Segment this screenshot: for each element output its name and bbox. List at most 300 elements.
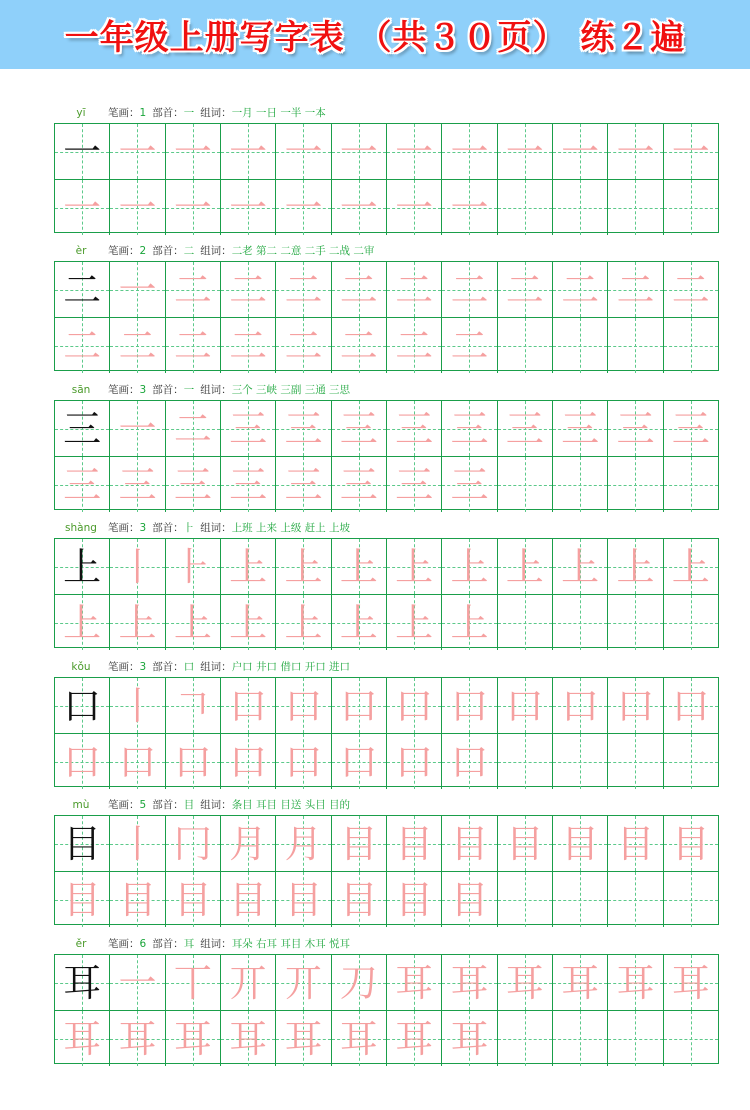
writing-cell[interactable] (441, 180, 496, 235)
writing-cell[interactable] (109, 180, 164, 235)
writing-cell[interactable] (275, 401, 330, 456)
writing-cell[interactable] (109, 124, 164, 179)
tian-grid (54, 538, 719, 648)
model-character: 上 (63, 544, 102, 589)
trace-character: 二 (339, 323, 378, 368)
writing-cell[interactable] (165, 595, 220, 650)
trace-character: 冂 (173, 821, 212, 866)
trace-character: 耳 (561, 960, 600, 1005)
writing-cell[interactable] (552, 180, 607, 235)
writing-cell[interactable] (552, 401, 607, 456)
writing-cell[interactable] (663, 539, 718, 594)
trace-character: 二 (173, 406, 212, 451)
writing-cell[interactable] (109, 401, 164, 456)
writing-cell[interactable] (220, 816, 275, 871)
writing-cell[interactable] (497, 595, 552, 650)
grid-row (55, 262, 718, 317)
writing-cell[interactable] (109, 539, 164, 594)
writing-cell[interactable] (165, 955, 220, 1010)
trace-character: 一 (450, 185, 489, 230)
writing-cell[interactable] (275, 816, 330, 871)
writing-cell[interactable] (607, 678, 662, 733)
writing-cell[interactable] (109, 318, 164, 373)
writing-cell[interactable] (386, 595, 441, 650)
words-label: 组词： (200, 245, 232, 257)
writing-cell[interactable] (497, 180, 552, 235)
writing-cell[interactable] (552, 262, 607, 317)
writing-cell[interactable] (331, 816, 386, 871)
writing-cell[interactable] (663, 734, 718, 789)
writing-cell[interactable] (165, 457, 220, 512)
pinyin: mù (72, 799, 90, 811)
writing-cell[interactable] (552, 955, 607, 1010)
writing-cell[interactable] (607, 1011, 662, 1066)
character-info (54, 521, 356, 535)
trace-character: 口 (505, 683, 544, 728)
trace-character: 一 (395, 185, 434, 230)
writing-cell[interactable] (275, 1011, 330, 1066)
writing-cell[interactable] (441, 318, 496, 373)
writing-cell[interactable] (497, 678, 552, 733)
writing-cell[interactable] (165, 1011, 220, 1066)
writing-cell[interactable] (165, 401, 220, 456)
writing-cell[interactable] (441, 678, 496, 733)
writing-cell[interactable] (275, 734, 330, 789)
trace-character: 目 (395, 821, 434, 866)
writing-cell[interactable] (109, 955, 164, 1010)
radical: ⺊ (183, 522, 195, 534)
writing-cell[interactable] (441, 872, 496, 927)
trace-character: 三 (284, 462, 323, 507)
writing-cell[interactable] (331, 124, 386, 179)
radical-label: 部首： (152, 799, 184, 811)
writing-cell[interactable] (441, 734, 496, 789)
trace-character: 口 (395, 683, 434, 728)
trace-character: 一 (118, 129, 157, 174)
page-title: 一年级上册写字表 （共３０页） 练２遍 (64, 18, 686, 58)
trace-character: 丌 (229, 960, 268, 1005)
writing-cell[interactable] (386, 401, 441, 456)
radical: 目 (183, 799, 195, 811)
writing-cell[interactable] (386, 955, 441, 1010)
radical-label: 部首： (152, 384, 184, 396)
writing-cell[interactable] (552, 816, 607, 871)
writing-cell[interactable] (331, 955, 386, 1010)
writing-cell[interactable] (55, 124, 109, 179)
stroke-count: 2 (139, 245, 147, 257)
trace-character: 三 (395, 406, 434, 451)
writing-cell[interactable] (663, 955, 718, 1010)
trace-character: 一 (616, 129, 655, 174)
trace-character: 三 (671, 406, 710, 451)
writing-cell[interactable] (663, 595, 718, 650)
trace-character: 二 (339, 267, 378, 312)
writing-cell[interactable] (220, 539, 275, 594)
writing-cell[interactable] (386, 539, 441, 594)
radical: 耳 (183, 938, 195, 950)
writing-cell[interactable] (386, 872, 441, 927)
writing-cell[interactable] (220, 401, 275, 456)
words: 户口 井口 借口 开口 进口 (231, 661, 351, 673)
trace-character: 二 (284, 323, 323, 368)
writing-cell[interactable] (663, 1011, 718, 1066)
trace-character: 口 (450, 739, 489, 784)
writing-cell[interactable] (331, 318, 386, 373)
trace-character: 三 (561, 406, 600, 451)
trace-character: 一 (339, 129, 378, 174)
writing-cell[interactable] (165, 262, 220, 317)
words: 上班 上来 上级 赶上 上坡 (231, 522, 351, 534)
character-info (54, 660, 356, 674)
writing-cell[interactable] (220, 1011, 275, 1066)
writing-cell[interactable] (497, 539, 552, 594)
writing-cell[interactable] (552, 872, 607, 927)
writing-cell[interactable] (165, 872, 220, 927)
trace-character: ⺊ (173, 544, 212, 589)
writing-cell[interactable] (275, 262, 330, 317)
writing-cell[interactable] (441, 955, 496, 1010)
trace-character: 目 (284, 877, 323, 922)
trace-character: 三 (229, 406, 268, 451)
writing-cell[interactable] (331, 539, 386, 594)
writing-cell[interactable] (55, 816, 109, 871)
writing-cell[interactable] (441, 457, 496, 512)
writing-cell[interactable] (386, 318, 441, 373)
trace-character: 丨 (118, 683, 157, 728)
writing-cell[interactable] (109, 457, 164, 512)
trace-character: 二 (671, 267, 710, 312)
writing-cell[interactable] (275, 457, 330, 512)
writing-cell[interactable] (441, 595, 496, 650)
writing-cell[interactable] (386, 734, 441, 789)
title-banner (0, 0, 750, 69)
writing-cell[interactable] (663, 678, 718, 733)
writing-cell[interactable] (220, 124, 275, 179)
trace-character: 上 (63, 600, 102, 645)
writing-cell[interactable] (552, 124, 607, 179)
writing-cell[interactable] (663, 124, 718, 179)
model-character: 目 (63, 821, 102, 866)
writing-cell[interactable] (55, 1011, 109, 1066)
writing-cell[interactable] (331, 262, 386, 317)
writing-cell[interactable] (497, 124, 552, 179)
writing-cell[interactable] (55, 872, 109, 927)
writing-cell[interactable] (607, 318, 662, 373)
writing-cell[interactable] (331, 401, 386, 456)
trace-character: 口 (450, 683, 489, 728)
writing-cell[interactable] (663, 457, 718, 512)
writing-cell[interactable] (220, 595, 275, 650)
writing-cell[interactable] (663, 262, 718, 317)
words-label: 组词： (200, 384, 232, 396)
writing-cell[interactable] (607, 539, 662, 594)
grid-row (55, 179, 718, 235)
writing-cell[interactable] (497, 401, 552, 456)
writing-cell[interactable] (331, 457, 386, 512)
trace-character: 口 (339, 683, 378, 728)
trace-character: 耳 (229, 1016, 268, 1061)
character-info (54, 937, 356, 951)
writing-cell[interactable] (441, 539, 496, 594)
radical-label: 部首： (152, 522, 184, 534)
radical-label: 部首： (152, 107, 184, 119)
writing-cell[interactable] (165, 734, 220, 789)
writing-cell[interactable] (663, 318, 718, 373)
trace-character: 一 (118, 960, 157, 1005)
writing-cell[interactable] (331, 1011, 386, 1066)
stroke-count: 3 (139, 522, 147, 534)
grid-row (55, 733, 718, 789)
writing-cell[interactable] (220, 318, 275, 373)
writing-cell[interactable] (275, 180, 330, 235)
writing-cell[interactable] (552, 318, 607, 373)
writing-cell[interactable] (275, 678, 330, 733)
writing-cell[interactable] (55, 734, 109, 789)
trace-character: 一 (63, 185, 102, 230)
trace-character: 目 (339, 877, 378, 922)
trace-character: 上 (450, 600, 489, 645)
writing-cell[interactable] (109, 734, 164, 789)
writing-cell[interactable] (663, 872, 718, 927)
writing-cell[interactable] (552, 457, 607, 512)
writing-cell[interactable] (497, 262, 552, 317)
writing-cell[interactable] (109, 595, 164, 650)
trace-character: 口 (284, 683, 323, 728)
writing-cell[interactable] (386, 124, 441, 179)
trace-character: 三 (284, 406, 323, 451)
writing-cell[interactable] (441, 401, 496, 456)
trace-character: 上 (229, 600, 268, 645)
trace-character: 耳 (616, 960, 655, 1005)
writing-cell[interactable] (275, 124, 330, 179)
words-label: 组词： (200, 661, 232, 673)
writing-cell[interactable] (109, 1011, 164, 1066)
trace-character: 三 (63, 462, 102, 507)
writing-cell[interactable] (607, 595, 662, 650)
writing-cell[interactable] (441, 816, 496, 871)
writing-cell[interactable] (663, 180, 718, 235)
trace-character: 耳 (505, 960, 544, 1005)
writing-cell[interactable] (55, 318, 109, 373)
trace-character: 口 (616, 683, 655, 728)
writing-cell[interactable] (55, 678, 109, 733)
trace-character: 口 (229, 739, 268, 784)
trace-character: 口 (229, 683, 268, 728)
writing-cell[interactable] (275, 872, 330, 927)
trace-character: 丅 (173, 960, 212, 1005)
trace-character: 上 (284, 600, 323, 645)
writing-cell[interactable] (552, 678, 607, 733)
trace-character: 三 (229, 462, 268, 507)
grid-row (55, 594, 718, 650)
writing-cell[interactable] (386, 262, 441, 317)
strokes-label: 笔画： (108, 661, 140, 673)
writing-cell[interactable] (220, 678, 275, 733)
grid-row (55, 871, 718, 927)
writing-cell[interactable] (220, 262, 275, 317)
writing-cell[interactable] (607, 180, 662, 235)
writing-cell[interactable] (109, 678, 164, 733)
writing-cell[interactable] (55, 595, 109, 650)
writing-cell[interactable] (55, 401, 109, 456)
radical-label: 部首： (152, 938, 184, 950)
writing-cell[interactable] (109, 262, 164, 317)
trace-character: 目 (671, 821, 710, 866)
writing-cell[interactable] (386, 457, 441, 512)
trace-character: 上 (118, 600, 157, 645)
writing-cell[interactable] (109, 872, 164, 927)
trace-character: 三 (339, 462, 378, 507)
writing-cell[interactable] (497, 457, 552, 512)
writing-cell[interactable] (441, 124, 496, 179)
trace-character: 上 (450, 544, 489, 589)
writing-cell[interactable] (331, 678, 386, 733)
writing-cell[interactable] (109, 816, 164, 871)
trace-character: 二 (284, 267, 323, 312)
writing-cell[interactable] (55, 955, 109, 1010)
writing-cell[interactable] (552, 1011, 607, 1066)
trace-character: 目 (505, 821, 544, 866)
stroke-count: 5 (139, 799, 147, 811)
trace-character: 一 (671, 129, 710, 174)
trace-character: 二 (63, 323, 102, 368)
writing-cell[interactable] (607, 401, 662, 456)
writing-cell[interactable] (607, 262, 662, 317)
writing-cell[interactable] (552, 539, 607, 594)
grid-row (55, 317, 718, 373)
stroke-count: 3 (139, 384, 147, 396)
words-label: 组词： (200, 938, 232, 950)
trace-character: 口 (173, 739, 212, 784)
writing-cell[interactable] (607, 734, 662, 789)
trace-character: 二 (118, 323, 157, 368)
trace-character: 一 (229, 129, 268, 174)
pinyin: shàng (65, 522, 97, 534)
writing-cell[interactable] (497, 816, 552, 871)
writing-cell[interactable] (275, 318, 330, 373)
trace-character: 一 (339, 185, 378, 230)
writing-cell[interactable] (607, 816, 662, 871)
trace-character: 三 (395, 462, 434, 507)
tian-grid (54, 677, 719, 787)
writing-cell[interactable] (55, 262, 109, 317)
trace-character: 一 (118, 406, 157, 451)
writing-cell[interactable] (275, 955, 330, 1010)
words: 二老 第二 二意 二手 二战 二审 (231, 245, 375, 257)
pinyin: sān (71, 384, 91, 396)
writing-cell[interactable] (441, 1011, 496, 1066)
writing-cell[interactable] (220, 734, 275, 789)
writing-cell[interactable] (165, 678, 220, 733)
writing-cell[interactable] (55, 180, 109, 235)
writing-cell[interactable] (220, 457, 275, 512)
writing-cell[interactable] (663, 401, 718, 456)
writing-cell[interactable] (607, 955, 662, 1010)
writing-cell[interactable] (220, 872, 275, 927)
writing-cell[interactable] (165, 180, 220, 235)
trace-character: 三 (450, 462, 489, 507)
writing-cell[interactable] (275, 539, 330, 594)
writing-cell[interactable] (386, 816, 441, 871)
grid-row (55, 1010, 718, 1066)
trace-character: 耳 (63, 1016, 102, 1061)
writing-cell[interactable] (386, 1011, 441, 1066)
writing-cell[interactable] (607, 457, 662, 512)
words: 耳朵 右耳 耳目 木耳 悦耳 (231, 938, 351, 950)
radical: 一 (183, 384, 195, 396)
words: 条目 耳目 目送 头目 目的 (231, 799, 351, 811)
trace-character: 二 (229, 267, 268, 312)
stroke-count: 3 (139, 661, 147, 673)
character-info (54, 383, 356, 397)
writing-cell[interactable] (607, 872, 662, 927)
writing-cell[interactable] (552, 595, 607, 650)
writing-cell[interactable] (220, 955, 275, 1010)
trace-character: 一 (173, 185, 212, 230)
tian-grid (54, 261, 719, 371)
writing-cell[interactable] (331, 872, 386, 927)
trace-character: 一 (284, 129, 323, 174)
writing-cell[interactable] (497, 734, 552, 789)
tian-grid (54, 954, 719, 1064)
trace-character: 口 (63, 739, 102, 784)
writing-cell[interactable] (497, 872, 552, 927)
writing-cell[interactable] (386, 180, 441, 235)
writing-cell[interactable] (275, 595, 330, 650)
writing-cell[interactable] (331, 180, 386, 235)
model-character: 口 (63, 683, 102, 728)
trace-character: 口 (284, 739, 323, 784)
writing-cell[interactable] (165, 124, 220, 179)
writing-cell[interactable] (165, 816, 220, 871)
trace-character: 目 (339, 821, 378, 866)
trace-character: 上 (395, 600, 434, 645)
writing-cell[interactable] (55, 539, 109, 594)
writing-cell[interactable] (165, 318, 220, 373)
writing-cell[interactable] (220, 180, 275, 235)
strokes-label: 笔画： (108, 938, 140, 950)
writing-cell[interactable] (441, 262, 496, 317)
trace-character: 丌 (284, 960, 323, 1005)
words-label: 组词： (200, 799, 232, 811)
trace-character: 二 (450, 323, 489, 368)
writing-cell[interactable] (497, 955, 552, 1010)
model-character: 三 (63, 406, 102, 451)
grid-row (55, 124, 718, 179)
tian-grid (54, 400, 719, 510)
trace-character: 刀 (339, 960, 378, 1005)
trace-character: 上 (229, 544, 268, 589)
trace-character: 目 (63, 877, 102, 922)
stroke-count: 6 (139, 938, 147, 950)
writing-cell[interactable] (331, 595, 386, 650)
writing-cell[interactable] (497, 318, 552, 373)
trace-character: 三 (173, 462, 212, 507)
trace-character: 上 (339, 600, 378, 645)
writing-cell[interactable] (497, 1011, 552, 1066)
writing-cell[interactable] (663, 816, 718, 871)
writing-cell[interactable] (331, 734, 386, 789)
writing-cell[interactable] (165, 539, 220, 594)
writing-cell[interactable] (386, 678, 441, 733)
trace-character: 目 (229, 877, 268, 922)
writing-cell[interactable] (55, 457, 109, 512)
writing-cell[interactable] (607, 124, 662, 179)
trace-character: 二 (395, 267, 434, 312)
writing-cell[interactable] (552, 734, 607, 789)
trace-character: 三 (616, 406, 655, 451)
trace-character: 二 (173, 267, 212, 312)
